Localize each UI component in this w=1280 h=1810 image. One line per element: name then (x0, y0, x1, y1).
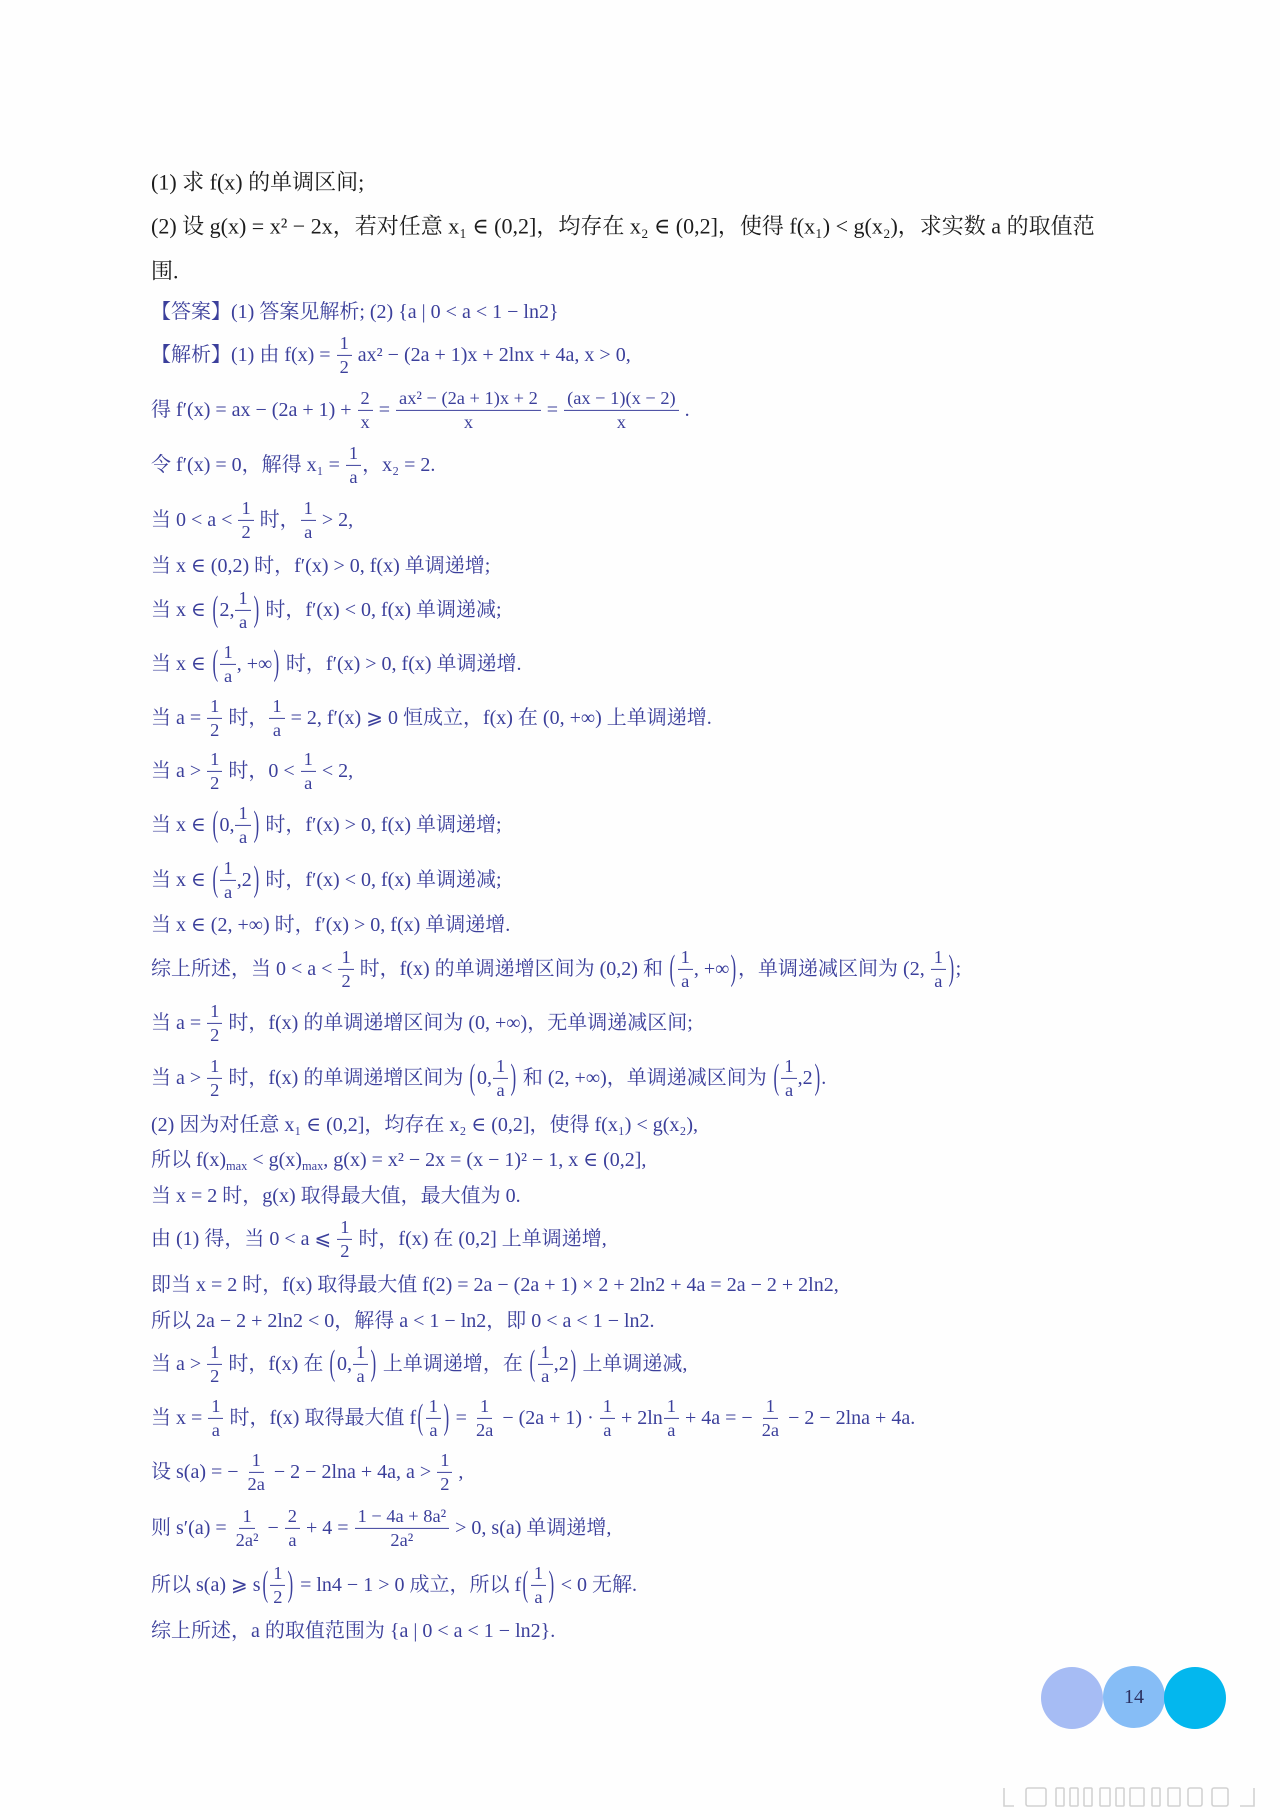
fraction (301, 749, 316, 793)
large-parenthesis: ( (212, 860, 218, 900)
solution-line (151, 642, 522, 686)
text-run: 当 x ∈ (151, 869, 211, 891)
fraction-numerator: 1 − 4a + 8a² (355, 1506, 450, 1529)
fraction (285, 1506, 300, 1550)
text-run: 时，f′(x) > 0, f(x) 单调递增. (280, 653, 522, 675)
text-run: 综上所述，当 0 < a < (151, 958, 338, 980)
large-parenthesis: ) (730, 949, 737, 989)
text-run: 时，f′(x) > 0, f(x) 单调递增; (260, 814, 502, 836)
text-run: + 2ln (615, 1407, 663, 1429)
text-run: < 2, (316, 760, 354, 782)
text-run: , +∞ (236, 653, 273, 675)
large-parenthesis: ) (287, 1565, 294, 1605)
fraction-denominator: a (784, 1079, 794, 1100)
large-parenthesis: ) (570, 1344, 576, 1384)
text-run: + 4 = (301, 1517, 354, 1539)
text-run: 由 (1) 得，当 0 < a ⩽ (151, 1228, 337, 1250)
text-run: , (453, 1461, 464, 1483)
large-parenthesis: ) (253, 805, 259, 845)
fraction-denominator: a (603, 1419, 612, 1440)
large-parenthesis: ) (948, 949, 955, 989)
text-run: − (262, 1517, 284, 1539)
fraction (664, 1396, 679, 1440)
large-parenthesis: ) (510, 1058, 517, 1098)
solution-line (151, 1217, 607, 1261)
fraction-denominator: 2 (210, 1024, 220, 1045)
fraction-numerator: 1 (235, 803, 250, 826)
fraction-denominator: 2 (210, 1365, 220, 1386)
large-parenthesis: ) (370, 1344, 377, 1384)
solution-line (151, 443, 435, 487)
fraction-denominator: 2a² (235, 1529, 259, 1550)
fraction (337, 333, 352, 377)
fraction (473, 1396, 496, 1440)
text-run: 【解析】(1) 由 f(x) = (151, 344, 336, 366)
large-parenthesis: ) (814, 1058, 820, 1098)
fraction-numerator: 1 (239, 1506, 254, 1529)
text-run: 当 x ∈ (2, +∞) 时，f′(x) > 0, f(x) 单调递增. (151, 914, 511, 936)
solution-line (151, 1001, 693, 1045)
badge-circle-right (1164, 1667, 1226, 1729)
large-parenthesis: ) (548, 1565, 555, 1605)
solution-line (151, 388, 690, 432)
text-run: 0, (337, 1353, 353, 1375)
solution-line (151, 947, 961, 991)
solution-line (151, 1147, 646, 1173)
text-run: 时，f(x) 的单调递增区间为 (0, +∞)，无单调递减区间; (223, 1012, 693, 1034)
solution-line (151, 1450, 463, 1494)
solution-line (151, 912, 510, 938)
solution-line (151, 1056, 826, 1100)
text-run: 时， (223, 707, 269, 729)
fraction-denominator: a (667, 1419, 676, 1440)
text-run: (1) 求 f(x) 的单调区间; (151, 169, 365, 195)
fraction-denominator: 2a² (390, 1529, 414, 1550)
text-run: 时， (254, 509, 300, 531)
text-run: < 0 无解. (555, 1574, 637, 1596)
text-run: 当 x ∈ (0,2) 时，f′(x) > 0, f(x) 单调递增; (151, 555, 491, 577)
fraction-numerator: 1 (238, 498, 253, 521)
text-run: 所以 s(a) ⩾ s (151, 1574, 261, 1596)
text-run: ，单调递减区间为 (2, (738, 958, 930, 980)
fraction (207, 1001, 222, 1045)
text-run: 得 f′(x) = ax − (2a + 1) + (151, 399, 357, 421)
fraction (346, 443, 361, 487)
fraction-denominator: x (360, 411, 370, 432)
large-parenthesis: ) (253, 590, 259, 630)
solution-line (151, 1342, 687, 1386)
text-run: 时，f(x) 的单调递增区间为 (0,2) 和 (354, 958, 668, 980)
large-parenthesis: ( (262, 1565, 268, 1605)
fraction-denominator: a (239, 826, 248, 847)
fraction-numerator: 1 (664, 1396, 679, 1419)
solution-line (151, 1183, 521, 1209)
fraction (220, 642, 235, 686)
fraction-numerator: ax² − (2a + 1)x + 2 (396, 388, 541, 411)
fraction-denominator: a (224, 665, 233, 686)
fraction-numerator: 1 (426, 1396, 441, 1419)
text-run: 则 s′(a) = (151, 1517, 232, 1539)
fraction-numerator: 1 (337, 333, 352, 356)
fraction-numerator: 1 (270, 1563, 285, 1586)
text-run: − (2a + 1) · (497, 1407, 599, 1429)
text-run: + 4a = − (679, 1407, 758, 1429)
text-run: 围. (151, 258, 179, 284)
fraction (353, 1342, 368, 1386)
fraction-denominator: a (239, 611, 248, 632)
fraction (207, 696, 222, 740)
text-run: 当 a = (151, 707, 207, 729)
solution-line (151, 1112, 698, 1138)
fraction-numerator: 1 (763, 1396, 778, 1419)
text-run: 令 f′(x) = 0，解得 x₁ = (151, 454, 345, 476)
text-run: . (679, 399, 690, 421)
text-run: ,2 (797, 1067, 813, 1089)
fraction-numerator: 1 (538, 1342, 553, 1365)
solution-line (151, 333, 631, 377)
fraction (245, 1450, 268, 1494)
large-parenthesis: ( (669, 949, 676, 989)
text-run: , g(x) = x² − 2x = (x − 1)² − 1, x ∈ (0,2], (323, 1149, 647, 1171)
fraction (355, 1506, 450, 1550)
text-run: < g(x) (247, 1149, 302, 1171)
fraction-numerator: 1 (235, 588, 250, 611)
text-run: (2) 因为对任意 x₁ ∈ (0,2]，均存在 x₂ ∈ (0,2]，使得 f(x₁) < g(x₂), (151, 1114, 699, 1136)
large-parenthesis: ( (773, 1058, 779, 1098)
fraction-denominator: a (288, 1529, 297, 1550)
fraction (396, 388, 541, 432)
fraction (207, 1056, 222, 1100)
fraction (781, 1056, 796, 1100)
text-run: 当 x ∈ (151, 814, 211, 836)
text-run: = (450, 1407, 472, 1429)
text-run: = (541, 399, 564, 421)
fraction (208, 1396, 223, 1440)
fraction-numerator: 1 (493, 1056, 508, 1079)
fraction-denominator: 2 (210, 719, 220, 740)
solution-line (151, 1563, 637, 1607)
fraction-denominator: 2a (475, 1419, 494, 1440)
fraction-numerator: 1 (337, 1217, 352, 1240)
fraction (337, 1217, 352, 1261)
fraction-numerator: 1 (220, 858, 235, 881)
fraction-numerator: 1 (207, 696, 222, 719)
text-run: ax² − (2a + 1)x + 2lnx + 4a, x > 0, (352, 344, 631, 366)
text-run: ; (955, 958, 962, 980)
fraction-denominator: a (356, 1365, 365, 1386)
text-run: 当 x = 2 时，g(x) 取得最大值，最大值为 0. (151, 1185, 521, 1207)
fraction-numerator: 1 (600, 1396, 615, 1419)
text-run: − 2 − 2lna + 4a. (783, 1407, 916, 1429)
fraction-denominator: a (211, 1419, 220, 1440)
text-run: 所以 f(x) (151, 1149, 226, 1171)
fraction-numerator: 1 (531, 1563, 546, 1586)
solution-line (151, 696, 712, 740)
fraction (600, 1396, 615, 1440)
fraction-denominator: 2 (440, 1473, 450, 1494)
text-run: 设 s(a) = − (151, 1461, 244, 1483)
fraction-numerator: 2 (285, 1506, 300, 1529)
fraction (207, 749, 222, 793)
solution-line (151, 1396, 915, 1440)
fraction-denominator: 2 (339, 356, 349, 377)
fraction-denominator: a (304, 772, 313, 793)
fraction-numerator: 2 (358, 388, 373, 411)
text-run: 时，f′(x) < 0, f(x) 单调递减; (260, 599, 502, 621)
text-run: 0, (477, 1067, 493, 1089)
fraction (338, 947, 353, 991)
text-run: = ln4 − 1 > 0 成立，所以 f (295, 1574, 522, 1596)
large-parenthesis: ( (212, 805, 218, 845)
solution-line (151, 588, 502, 632)
large-parenthesis: ) (253, 860, 259, 900)
fraction-denominator: a (429, 1419, 438, 1440)
fraction (426, 1396, 441, 1440)
fraction (269, 696, 284, 740)
fraction (759, 1396, 782, 1440)
text-run: 综上所述，a 的取值范围为 {a | 0 < a < 1 − ln2}. (151, 1620, 556, 1642)
fraction (238, 498, 253, 542)
fraction-denominator: x (463, 411, 474, 432)
text-run: 当 x ∈ (151, 653, 211, 675)
fraction (931, 947, 946, 991)
fraction-numerator: 1 (249, 1450, 264, 1473)
text-run: 当 x = (151, 1407, 208, 1429)
fraction-numerator: 1 (207, 1056, 222, 1079)
text-run: 2, (219, 599, 235, 621)
fraction (270, 1563, 285, 1607)
fraction-denominator: 2 (241, 521, 251, 542)
large-parenthesis: ( (522, 1565, 529, 1605)
fraction-numerator: 1 (477, 1396, 492, 1419)
text-run: 时，0 < (223, 760, 300, 782)
text-run: 即当 x = 2 时，f(x) 取得最大值 f(2) = 2a − (2a + 1) × 2 + 2ln2 + 4a = 2a − 2 + 2ln2, (151, 1274, 839, 1296)
fraction-denominator: a (224, 881, 233, 902)
text-run: (2) 设 g(x) = x² − 2x，若对任意 x₁ ∈ (0,2]，均存在 x₂ ∈ (0,2]，使得 f(x₁) < g(x₂)，求实数 a 的取值范 (151, 213, 1095, 239)
fraction (301, 498, 316, 542)
text-run: 和 (2, +∞)，单调递减区间为 (517, 1067, 772, 1089)
solution-line (151, 749, 353, 793)
fraction-numerator: 1 (207, 1001, 222, 1024)
fraction-denominator: 2 (210, 1079, 220, 1100)
text-run: 当 a > (151, 1067, 207, 1089)
text-run: 当 a = (151, 1012, 207, 1034)
badge-circle-left (1041, 1667, 1103, 1729)
fraction (235, 588, 250, 632)
fraction-denominator: a (496, 1079, 505, 1100)
solution-line (151, 1618, 555, 1644)
fraction-denominator: 2 (273, 1586, 283, 1607)
solution-line (151, 299, 559, 325)
fraction-numerator: (ax − 1)(x − 2) (564, 388, 679, 411)
fraction-numerator: 1 (220, 642, 235, 665)
fraction-denominator: a (541, 1365, 550, 1386)
text-run: 时，f(x) 取得最大值 f (224, 1407, 417, 1429)
large-parenthesis: ) (443, 1398, 450, 1438)
fraction-denominator: x (616, 411, 626, 432)
solution-line (151, 498, 353, 542)
fraction (235, 803, 250, 847)
fraction-numerator: 1 (353, 1342, 368, 1365)
fraction-numerator: 1 (207, 749, 222, 772)
fraction (233, 1506, 262, 1550)
fraction-denominator: a (304, 521, 313, 542)
subscript: max (225, 1159, 248, 1174)
fraction-denominator: 2 (340, 1240, 350, 1261)
fraction-numerator: 1 (931, 947, 946, 970)
fraction (437, 1450, 452, 1494)
fraction (531, 1563, 546, 1607)
subscript: max (301, 1159, 324, 1174)
text-run: ，x₂ = 2. (362, 454, 436, 476)
fraction (358, 388, 373, 432)
fraction-numerator: 1 (346, 443, 361, 466)
text-run: − 2 − 2lna + 4a, a > (268, 1461, 437, 1483)
fraction-denominator: a (272, 719, 282, 740)
solution-line (151, 1308, 655, 1334)
fraction (493, 1056, 508, 1100)
fraction-numerator: 1 (269, 696, 284, 719)
text-run: , +∞ (693, 958, 730, 980)
fraction-numerator: 1 (338, 947, 353, 970)
large-parenthesis: ( (417, 1398, 424, 1438)
fraction-numerator: 1 (301, 749, 316, 772)
text-run: 时，f(x) 的单调递增区间为 (223, 1067, 469, 1089)
large-parenthesis: ( (469, 1058, 476, 1098)
fraction-denominator: a (681, 970, 690, 991)
fraction (207, 1342, 222, 1386)
text-run: 时，f′(x) < 0, f(x) 单调递减; (260, 869, 502, 891)
text-run: 当 a > (151, 760, 207, 782)
fraction-numerator: 1 (437, 1450, 452, 1473)
text-run: ,2 (553, 1353, 569, 1375)
solution-line (151, 1506, 611, 1550)
text-run: 当 a > (151, 1353, 207, 1375)
solution-line (151, 858, 502, 902)
text-run: 【答案】(1) 答案见解析; (2) {a | 0 < a < 1 − ln2} (151, 301, 559, 323)
large-parenthesis: ( (212, 590, 218, 630)
page-number: 14 (1124, 1685, 1144, 1708)
text-run: 上单调递增，在 (377, 1353, 528, 1375)
large-parenthesis: ( (329, 1344, 336, 1384)
large-parenthesis: ) (273, 644, 280, 684)
large-parenthesis: ( (212, 644, 218, 684)
fraction-denominator: 2 (210, 772, 220, 793)
text-run: = 2, f′(x) ⩾ 0 恒成立，f(x) 在 (0, +∞) 上单调递增. (285, 707, 712, 729)
text-run: 所以 2a − 2 + 2ln2 < 0，解得 a < 1 − ln2，即 0 < a < 1 − ln2. (151, 1310, 655, 1332)
fraction-denominator: 2 (341, 970, 351, 991)
fraction-denominator: a (534, 1586, 543, 1607)
fraction-denominator: 2a (761, 1419, 780, 1440)
fraction (538, 1342, 553, 1386)
text-run: 时，f(x) 在 (223, 1353, 329, 1375)
solution-line (151, 1272, 839, 1298)
text-run: = (373, 399, 396, 421)
fraction-denominator: a (349, 466, 358, 487)
fraction-numerator: 1 (781, 1056, 796, 1079)
text-run: 上单调递减, (577, 1353, 688, 1375)
text-run: 当 x ∈ (151, 599, 211, 621)
fraction-numerator: 1 (301, 498, 316, 521)
badge-circle-middle (1103, 1666, 1165, 1728)
text-run: > 2, (316, 509, 354, 531)
fraction (678, 947, 693, 991)
fraction-numerator: 1 (678, 947, 693, 970)
text-run: 当 0 < a < (151, 509, 238, 531)
solution-line (151, 553, 490, 579)
text-run: ,2 (236, 869, 252, 891)
watermark-logo (1000, 1786, 1262, 1808)
fraction (220, 858, 235, 902)
text-run: > 0, s(a) 单调递增, (450, 1517, 612, 1539)
text-run: 0, (219, 814, 235, 836)
solution-line (151, 803, 502, 847)
text-run: . (821, 1067, 827, 1089)
text-run: 时，f(x) 在 (0,2] 上单调递增, (353, 1228, 607, 1250)
fraction-numerator: 1 (208, 1396, 223, 1419)
large-parenthesis: ( (529, 1344, 536, 1384)
fraction-numerator: 1 (207, 1342, 222, 1365)
fraction-denominator: a (934, 970, 943, 991)
fraction (564, 388, 679, 432)
fraction-denominator: 2a (247, 1473, 265, 1494)
